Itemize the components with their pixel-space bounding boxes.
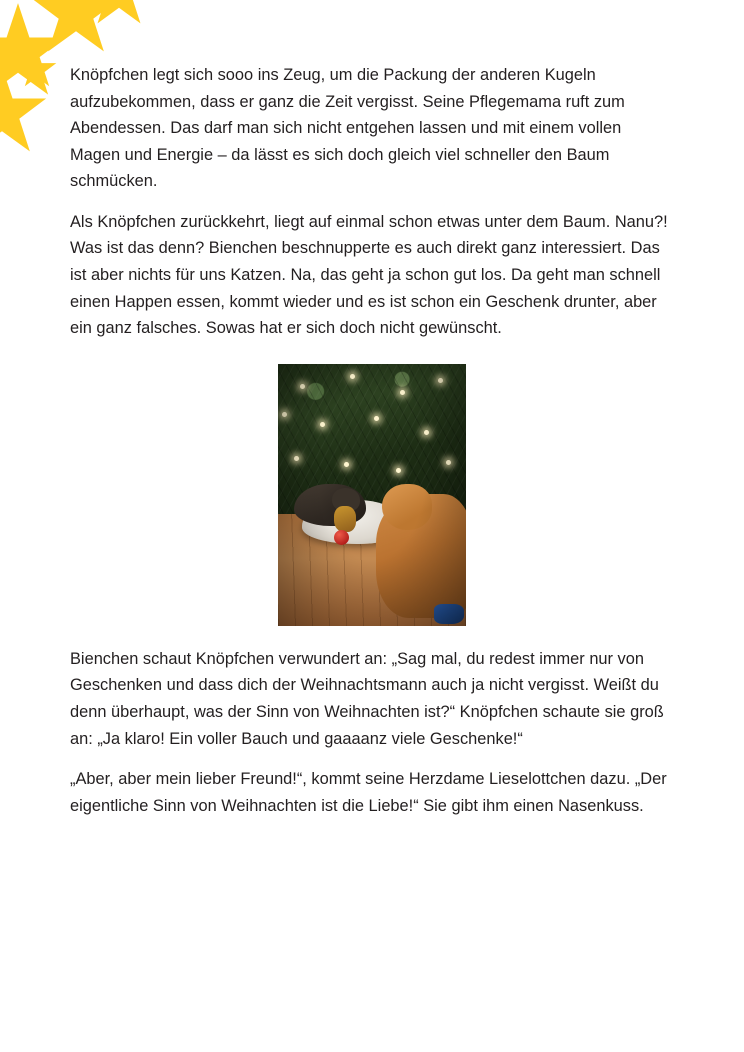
photo-vignette	[278, 364, 466, 626]
photo-cats-christmas-tree	[278, 364, 466, 626]
figure-container	[70, 364, 674, 626]
paragraph-3: Bienchen schaut Knöpfchen verwundert an: „Sag mal, du redest immer nur von Geschenken und dass dich der Weihnachtsmann auch ja nicht vergisst. Weißt du denn überhaupt, was der Sinn von Weihnachten ist?“ Knöpfchen schaute sie groß an: „Ja klaro! Ein voller Bauch und gaaaanz viele Geschenke!“	[70, 649, 664, 748]
star-center-small-icon	[16, 48, 58, 90]
star-top-large-icon	[28, 0, 124, 60]
paragraph-4: „Aber, aber mein lieber Freund!“, kommt seine Herzdame Lieselottchen dazu. „Der eigentliche Sinn von Weihnachten ist die Liebe!“ Sie gibt ihm einen Nasenkuss.	[70, 770, 667, 815]
star-left-large-icon	[0, 0, 70, 104]
paragraph-2: Als Knöpfchen zurückkehrt, liegt auf einmal schon etwas unter dem Baum. Nanu?! Was ist das denn? Bienchen beschnupperte es auch direkt ganz interessiert. Das ist aber nichts für uns Katzen. Na, das geht ja schon gut los. Da geht man schnell einen Happen essen, kommt wieder und es ist schon ein Geschenk drunter, aber ein ganz falsches. Sowas hat er sich doch nicht gewünscht.	[70, 212, 668, 338]
star-top-small-icon	[82, 0, 156, 30]
document-body	[70, 62, 674, 833]
paragraph-1: Knöpfchen legt sich sooo ins Zeug, um die Packung der anderen Kugeln aufzubekommen, dass er ganz die Zeit vergisst. Seine Pflegemama ruft zum Abendessen. Das darf man sich nicht entgehen lassen und mit einem vollen Magen und Energie – da lässt es sich doch gleich viel schneller den Baum schmücken.	[70, 66, 625, 191]
star-bottom-large-icon	[0, 64, 50, 160]
